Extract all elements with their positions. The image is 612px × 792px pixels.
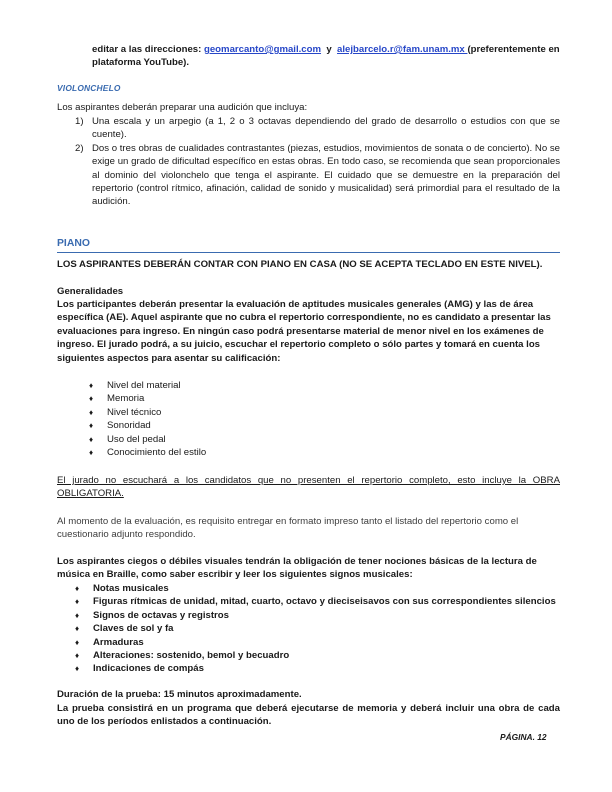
section-divider <box>57 252 560 253</box>
list-number: 2) <box>75 142 84 154</box>
list-item <box>57 115 560 142</box>
diamond-bullet-icon: ♦ <box>75 610 80 620</box>
list-item <box>89 379 389 392</box>
violonchelo-heading: VIOLONCHELO <box>57 83 121 93</box>
diamond-bullet-icon: ♦ <box>89 434 94 444</box>
list-text: Sonoridad <box>107 420 151 432</box>
list-text: Una escala y un arpegio (a 1, 2 o 3 octavas dependiendo del grado de desarrollo o estudios con que se cuente). <box>92 116 560 141</box>
list-item <box>89 446 389 459</box>
piano-warning: LOS ASPIRANTES DEBERÁN CONTAR CON PIANO EN CASA (NO SE ACEPTA TECLADO EN ESTE NIVEL). <box>57 259 543 270</box>
list-text: Memoria <box>107 393 145 405</box>
piano-heading: PIANO <box>57 238 90 249</box>
list-item <box>75 662 560 675</box>
list-text: Uso del pedal <box>107 433 166 445</box>
list-item <box>75 609 560 622</box>
email-link-alejbarcelo[interactable]: alejbarcelo.r@fam.unam.mx <box>337 44 468 55</box>
diamond-bullet-icon: ♦ <box>89 381 94 390</box>
list-number: 1) <box>75 116 84 127</box>
violonchelo-intro: Los aspirantes deberán preparar una audición que incluya: <box>57 102 308 113</box>
list-text: Alteraciones: sostenido, bemol y becuadro <box>93 649 290 661</box>
list-item <box>75 649 560 662</box>
diamond-bullet-icon: ♦ <box>89 421 94 431</box>
email-suffix: (preferentemente en plataforma YouTube). <box>92 44 560 69</box>
list-item <box>89 406 389 419</box>
diamond-bullet-icon: ♦ <box>75 624 80 634</box>
violonchelo-list <box>57 115 560 209</box>
list-item <box>89 419 389 432</box>
diamond-bullet-icon: ♦ <box>89 447 94 457</box>
list-text: Conocimiento del estilo <box>107 446 207 458</box>
diamond-bullet-icon: ♦ <box>75 597 80 607</box>
list-item <box>75 582 560 595</box>
list-text: Figuras rítmicas de unidad, mitad, cuarto, octavo y dieciseisavos con sus correspondientes silencios <box>93 596 556 608</box>
diamond-bullet-icon: ♦ <box>89 394 94 404</box>
duracion-text: Duración de la prueba: 15 minutos aproximadamente. <box>57 689 302 700</box>
list-item <box>89 392 389 405</box>
list-text: Nivel del material <box>107 380 181 391</box>
generalidades-title: Generalidades <box>57 286 124 297</box>
list-item <box>89 433 389 446</box>
email-link-geomarcanto[interactable]: geomarcanto@gmail.com <box>203 44 322 55</box>
list-text: Dos o tres obras de cualidades contrastantes (piezas, estudios, movimientos de sonata o de concierto). No se exige un grado de dificultad específico en estas obras. En todo caso, se recomienda que sean proporcionales al dominio del violonchelo que tenga el aspirante. El cuidado que se demuestre en la preparación del repertorio (control rítmico, afinación, calidad de sonido y musicalidad) será primordial para el resultado de la audición. <box>92 142 560 208</box>
list-text: Notas musicales <box>93 583 169 594</box>
list-text: Armaduras <box>93 636 144 648</box>
email-paragraph <box>92 43 560 70</box>
page-number: PÁGINA. 12 <box>500 732 547 742</box>
aspects-list <box>89 379 389 459</box>
email-between: y <box>321 44 338 55</box>
jurado-note: El jurado no escuchará a los candidatos que no presenten el repertorio completo, esto incluye la OBRA OBLIGATORIA. <box>57 475 560 500</box>
programa-text: La prueba consistirá en un programa que deberá ejecutarse de memoria y deberá incluir una obra de cada uno de los períodos enlistados a continuación. <box>57 703 560 728</box>
list-item <box>75 595 560 608</box>
diamond-bullet-icon: ♦ <box>75 664 80 674</box>
list-item <box>57 142 560 209</box>
braille-list <box>75 582 560 676</box>
evaluacion-note: Al momento de la evaluación, es requisito entregar en formato impreso tanto el listado del repertorio como el cuestionario adjunto respondido. <box>57 516 519 541</box>
list-text: Nivel técnico <box>107 406 162 418</box>
diamond-bullet-icon: ♦ <box>89 407 94 417</box>
list-text: Indicaciones de compás <box>93 663 204 675</box>
list-item <box>75 622 560 635</box>
generalidades-text: Los participantes deberán presentar la evaluación de aptitudes musicales generales (AMG) y las de área específica (AE). Aquel aspirante que no cubra el repertorio correspondiente, no es candidato a presentar las evaluaciones para ingreso. En ningún caso podrá presentarse material de menor nivel en los exámenes de ingreso. El jurado podrá, a su juicio, escuchar el repertorio completo o sólo partes y tomará en cuenta los siguientes aspectos para asentar su calificación: <box>57 299 551 364</box>
email-prefix: editar a las direcciones: <box>92 44 204 55</box>
braille-intro: Los aspirantes ciegos o débiles visuales tendrán la obligación de tener nociones básicas de la lectura de música en Braille, como saber escribir y leer los siguientes signos musicales: <box>57 556 537 581</box>
list-item <box>75 636 560 649</box>
diamond-bullet-icon: ♦ <box>75 584 80 593</box>
list-text: Claves de sol y fa <box>93 623 174 635</box>
diamond-bullet-icon: ♦ <box>75 650 80 660</box>
diamond-bullet-icon: ♦ <box>75 637 80 647</box>
list-text: Signos de octavas y registros <box>93 609 229 621</box>
